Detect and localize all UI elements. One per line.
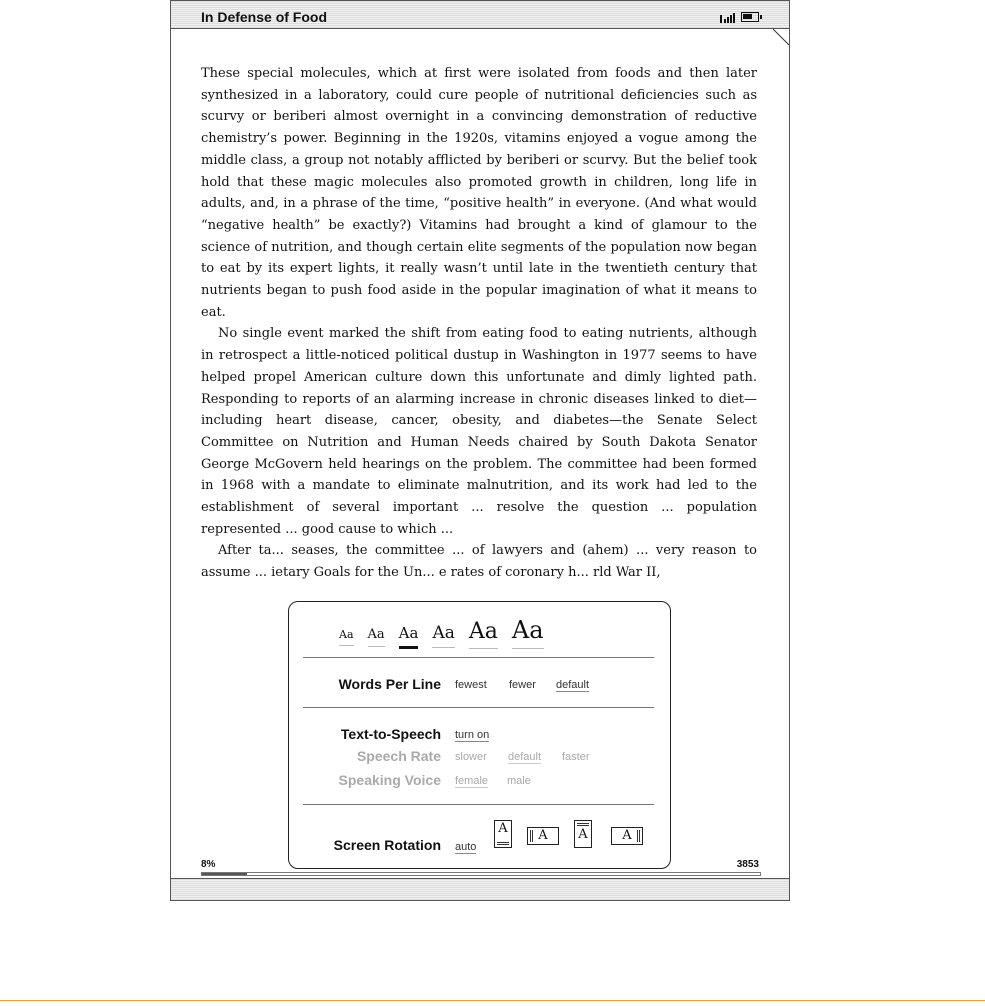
speech-rate-label: Speech Rate (356, 748, 441, 764)
font-size-option[interactable]: Aa (469, 619, 498, 649)
kindle-screen (170, 0, 790, 901)
signal-bars-icon: . (720, 13, 735, 23)
rotation-letter: A (622, 828, 632, 843)
text-to-speech-turn-on[interactable]: turn on (455, 729, 490, 741)
reading-progress-bar (201, 872, 761, 876)
rotation-letter: A (538, 828, 548, 843)
paragraph: No single event marked the shift from eating food to eating nutrients, although in retrospect a little-noticed political dustup in Washington in 1977 seems to have helped propel American culture down this unfortunate and dimly lighted path. Responding to reports of an alarming increase in chronic diseases linked to diet—including heart disease, cancer, obesity, and diabetes—the Senate Select Committee on Nutrition and Human Needs chaired by South Dakota Senator George McGovern held hearings on the problem. The committee had been formed in 1968 with a mandate to eliminate malnutrition, and its work had led to the establishment of several important ... resolve the question ... population represented ... good cause to which ... (201, 326, 757, 537)
divider (303, 657, 654, 658)
words-per-line-label: Words Per Line (338, 676, 441, 692)
font-size-option[interactable]: Aa (399, 624, 419, 649)
speech-rate-default[interactable]: default (508, 751, 542, 763)
words-option-fewer[interactable]: fewer (509, 679, 536, 691)
battery-charging-icon (741, 12, 759, 22)
font-size-option[interactable]: Aa (512, 616, 544, 649)
speaking-voice-male[interactable]: male (507, 775, 531, 787)
divider (303, 804, 654, 805)
reading-percent: 8% (201, 859, 216, 870)
book-page-text (201, 63, 757, 584)
text-to-speech-label: Text-to-Speech (340, 726, 441, 742)
rotation-auto[interactable]: auto (455, 841, 477, 853)
speech-rate-slower[interactable]: slower (455, 751, 487, 763)
bookmark-corner-icon[interactable] (773, 29, 789, 45)
speech-rate-faster[interactable]: faster (562, 751, 590, 763)
reading-progress-fill (202, 873, 247, 875)
speaking-voice-female[interactable]: female (455, 775, 489, 787)
rotation-portrait-icon[interactable] (494, 820, 512, 848)
screen-rotation-label: Screen Rotation (333, 837, 441, 853)
rotation-letter: A (578, 827, 588, 842)
bottom-bar (171, 878, 789, 900)
divider (303, 707, 654, 708)
words-option-default[interactable]: default (556, 679, 590, 691)
paragraph: These special molecules, which at first were isolated from foods and then later synthesized in a laboratory, could cure people of nutritional deficiencies such as scurvy or beriberi almost overnight in a convincing demonstration of reductive chemistry’s power. Beginning in the 1920s, vitamins enjoyed a vogue among the middle class, a group not notably afflicted by beriberi or scurvy. But the belief took hold that these magic molecules also promoted growth in children, long life in adults, and, in a phrase of the time, “positive health” in everyone. (And what would “negative health” be exactly?) Vitamins had brought a kind of glamour to the science of nutrition, and though certain elite segments of the population now began to eat by its expert lights, it really wasn’t until late in the twentieth century that nutrients began to push food aside in the popular imagination of what it means to eat. (201, 66, 757, 320)
rotation-landscape-right-icon[interactable] (611, 827, 643, 845)
location-number: 3853 (736, 859, 759, 870)
text-settings-popup (288, 601, 671, 869)
words-option-fewest[interactable]: fewest (455, 679, 487, 691)
rotation-landscape-left-icon[interactable] (527, 827, 559, 845)
title-bar (171, 1, 789, 29)
rotation-letter: A (498, 821, 508, 836)
speaking-voice-label: Speaking Voice (338, 772, 441, 788)
font-size-option[interactable]: Aa (432, 623, 454, 648)
font-size-option[interactable]: Aa (368, 627, 385, 647)
font-size-option[interactable]: Aa (339, 628, 354, 646)
font-size-row (339, 616, 558, 649)
rotation-portrait-inverted-icon[interactable] (574, 820, 592, 848)
status-icons (720, 9, 759, 23)
page-divider-line (0, 1000, 985, 1001)
book-title: In Defense of Food (201, 9, 327, 25)
paragraph: After ta... seases, the committee ... of lawyers and (ahem) ... very reason to assume ... ietary Goals for the Un... e rates of coronary h... rld War II, (201, 543, 757, 581)
